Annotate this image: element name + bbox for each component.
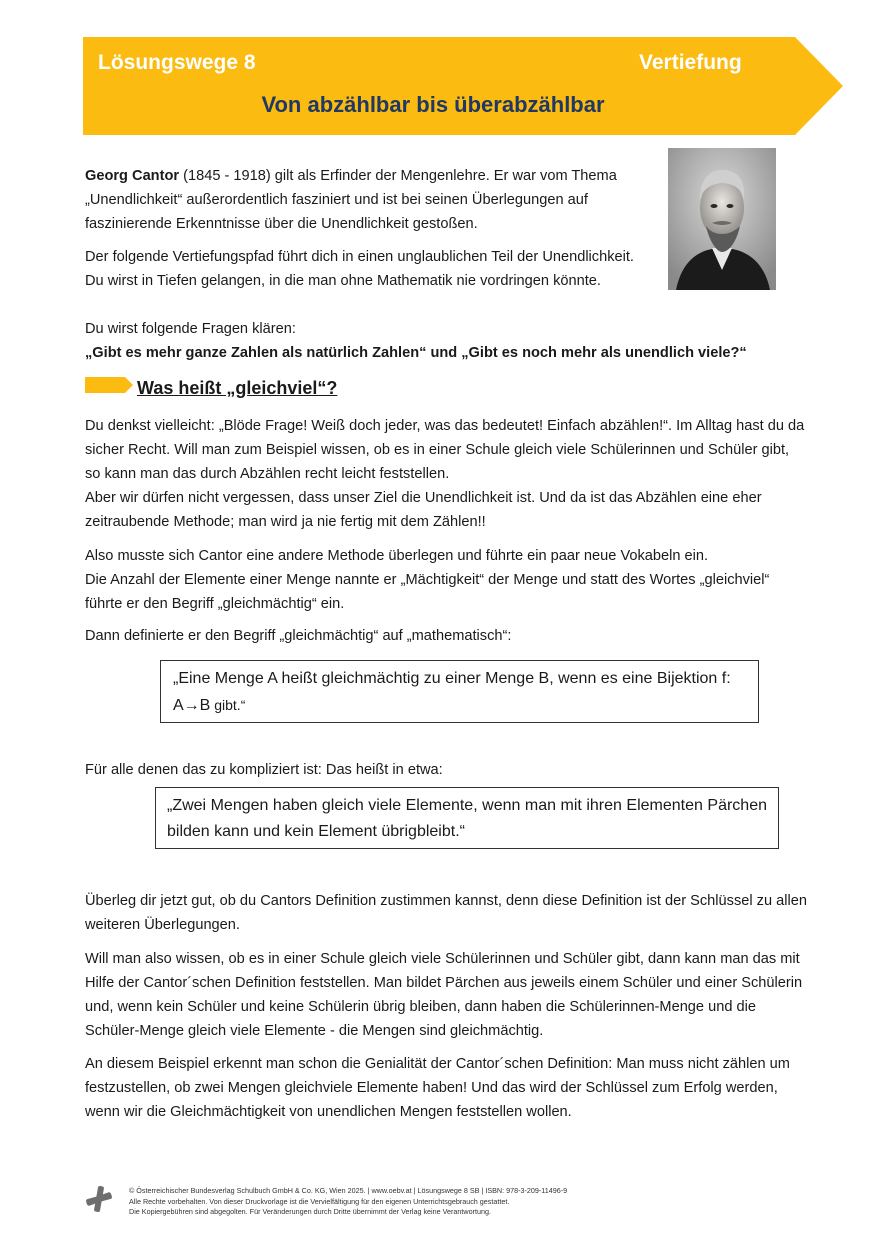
intro-paragraph-1 xyxy=(85,164,645,236)
paragraph-counting-a: Du denkst vielleicht: „Blöde Frage! Weiß doch jeder, was das bedeutet! Einfach abzählen!“. Im Alltag hast du da sicher Recht. Will man zum Beispiel wissen, ob es in einer Schule gleich viele Schülerinnen und Schüler gibt, so kann man das durch Abzählen recht leicht feststellen. xyxy=(85,418,805,482)
intro-paragraph-2: Der folgende Vertiefungspfad führt dich in einen unglaublichen Teil der Unendlichkeit. Du wirst in Tiefen gelangen, in die man ohne Mathematik nie vordringen könnte. xyxy=(85,249,634,289)
section-title: Was heißt „gleichviel“? xyxy=(137,378,338,398)
georg-cantor-portrait xyxy=(668,148,776,290)
paragraph-school-example: Will man also wissen, ob es in einer Schule gleich viele Schülerinnen und Schüler gibt, dann kann man das mit Hilfe der Cantor´schen Definition feststellen. Man bildet Pärchen aus jeweils einem Schüler und einer Schülerin und, wenn kein Schüler und keine Schülerin übrig bleiben, dann haben die Schülerinnen-Menge und die Schüler-Menge gleich viele Elemente - die Mengen sind gleichmächtig. xyxy=(85,951,803,1039)
paragraph-definition-intro: Dann definierte er den Begriff „gleichmächtig“ auf „mathematisch“: xyxy=(85,628,512,644)
paragraph-counting-b: Aber wir dürfen nicht vergessen, dass unser Ziel die Unendlichkeit ist. Und da ist das Abzählen eine eher zeitraubende Methode; man wird ja nie fertig mit dem Zählen!! xyxy=(85,490,762,530)
footer-text xyxy=(129,1186,567,1218)
definition-end: gibt.“ xyxy=(210,697,246,713)
intro-paragraph-1-text: (1845 - 1918) gilt als Erfinder der Mengenlehre. Er war vom Thema „Unendlichkeit“ außerordentlich fasziniert und ist bei seinen Überlegungen auf faszinierende Erkenntnisse über die Unendlichkeit gestoßen. xyxy=(85,168,617,232)
paragraph-vocabulary-b: Die Anzahl der Elemente einer Menge nannte er „Mächtigkeit“ der Menge und statt des Wortes „gleichviel“ führte er den Begriff „gleichmächtig“ ein. xyxy=(85,572,770,612)
definition-box xyxy=(160,660,759,723)
category-label: Vertiefung xyxy=(639,51,742,74)
footer-line-1: © Österreichischer Bundesverlag Schulbuch GmbH & Co. KG, Wien 2025. | www.oebv.at | Lösungswege 8 SB | ISBN: 978-3-209-11496-9 xyxy=(129,1186,568,1195)
intro-paragraph-3: Du wirst folgende Fragen klären: xyxy=(85,321,296,337)
definition-text: „Eine Menge A heißt gleichmächtig zu einer Menge B, wenn es eine Bijektion f: A→B xyxy=(173,670,731,714)
paragraph-key: Überleg dir jetzt gut, ob du Cantors Definition zustimmen kannst, denn diese Definition ist der Schlüssel zu allen weiteren Überlegungen. xyxy=(85,893,807,933)
portrait-image xyxy=(668,148,776,290)
page-title: Von abzählbar bis überabzählbar xyxy=(261,92,605,117)
paragraph-simplification: Für alle denen das zu kompliziert ist: Das heißt in etwa: xyxy=(85,762,443,778)
simple-definition-box: „Zwei Mengen haben gleich viele Elemente, wenn man mit ihren Elementen Pärchen bilden kann und kein Element übrigbleibt.“ xyxy=(155,787,779,849)
footer-line-3: Die Kopiergebühren sind abgegolten. Für Veränderungen durch Dritte übernimmt der Verlag keine Verantwortung. xyxy=(129,1207,491,1216)
series-title: Lösungswege 8 xyxy=(98,51,256,74)
paragraph-vocabulary-a: Also musste sich Cantor eine andere Methode überlegen und führte ein paar neue Vokabeln ein. xyxy=(85,548,709,564)
header-banner xyxy=(83,37,843,135)
intro-questions: „Gibt es mehr ganze Zahlen als natürlich Zahlen“ und „Gibt es noch mehr als unendlich viele?“ xyxy=(85,345,747,361)
cantor-name: Georg Cantor xyxy=(85,168,180,184)
paragraph-vocabulary xyxy=(85,544,807,616)
oebv-logo-icon xyxy=(84,1184,114,1219)
paragraph-counting xyxy=(85,414,807,534)
section-arrow-icon xyxy=(85,374,135,396)
footer-line-2: Alle Rechte vorbehalten. Von dieser Druckvorlage ist die Vervielfältigung für den eigenen Unterrichtsgebrauch gestattet. xyxy=(129,1196,510,1206)
paragraph-genius: An diesem Beispiel erkennt man schon die Genialität der Cantor´schen Definition: Man muss nicht zählen um festzustellen, ob zwei Mengen gleichviele Elemente haben! Und das wird der Schlüssel zum Erfolg werden, wenn wir die Gleichmächtigkeit von unendlichen Mengen feststellen wollen. xyxy=(85,1056,790,1120)
